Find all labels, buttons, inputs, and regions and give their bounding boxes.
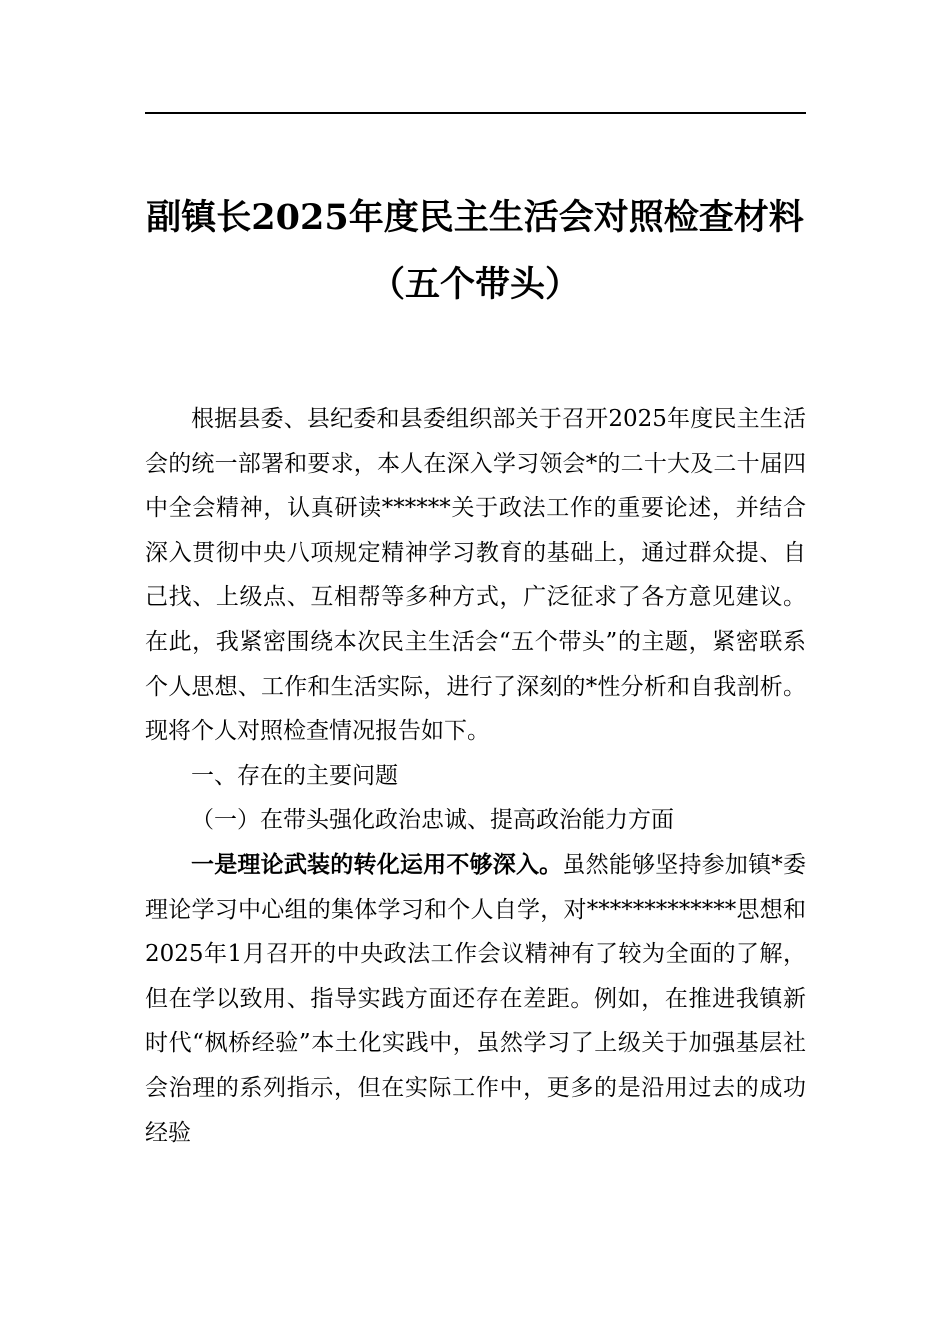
intro-paragraph: 根据县委、县纪委和县委组织部关于召开2025年度民主生活会的统一部署和要求，本人在深入学习领会*的二十大及二十届四中全会精神，认真研读******关于政法工作的重要论述，并结合深入贯彻中央八项规定精神学习教育的基础上，通过群众提、自己找、上级点、互相帮等多种方式，广泛征求了各方意见建议。在此，我紧密围绕本次民主生活会“五个带头”的主题，紧密联系个人思想、工作和生活实际，进行了深刻的*性分析和自我剖析。现将个人对照检查情况报告如下。 (145, 406, 806, 745)
document-body (145, 397, 806, 1155)
subsection-heading: （一）在带头强化政治忠诚、提高政治能力方面 (191, 807, 674, 834)
point-text: 虽然能够坚持参加镇*委理论学习中心组的集体学习和个人自学，对*************思想和2025年1月召开的中央政法工作会议精神有了较为全面的了解，但在学以致用、指导实践方面还存在差距。例如，在推进我镇新时代“枫桥经验”本土化实践中，虽然学习了上级关于加强基层社会治理的系列指示，但在实际工作中，更多的是沿用过去的成功经验 (145, 851, 807, 1146)
point-title: 一是理论武装的转化运用不够深入。 (191, 850, 563, 878)
document-subtitle: （五个带头） (369, 264, 580, 305)
point-paragraph (145, 843, 806, 1155)
document-title: 副镇长2025年度民主生活会对照检查材料 (146, 197, 804, 238)
header-rule (145, 112, 806, 114)
section-heading: 一、存在的主要问题 (191, 762, 398, 789)
